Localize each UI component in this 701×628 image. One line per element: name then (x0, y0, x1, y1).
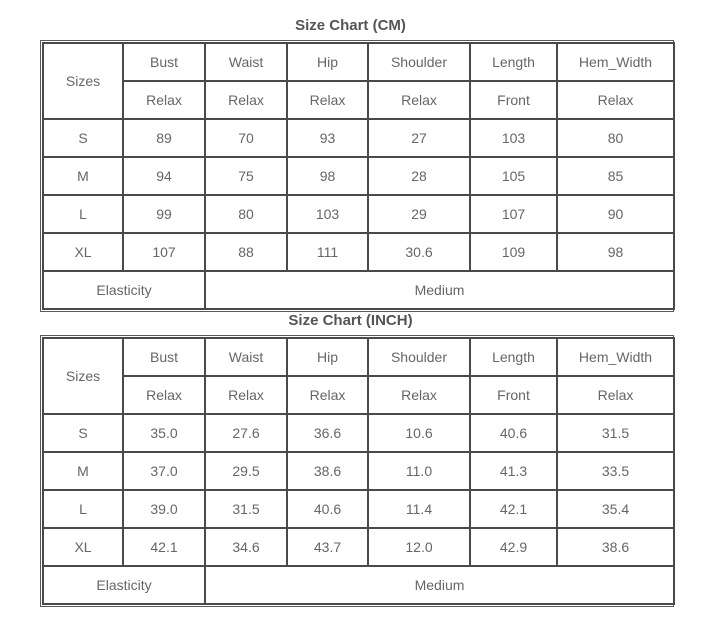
value-cell: 42.1 (470, 490, 557, 528)
value-cell: 99 (123, 195, 205, 233)
table-row (43, 195, 674, 233)
fit-header-cell: Relax (205, 376, 287, 414)
measurement-header-cell: Length (470, 338, 557, 376)
elasticity-value-cell: Medium (205, 566, 674, 604)
size-cell: XL (43, 233, 123, 271)
value-cell: 36.6 (287, 414, 368, 452)
measurement-header-cell: Waist (205, 43, 287, 81)
size-cell: M (43, 157, 123, 195)
value-cell: 27 (368, 119, 470, 157)
value-cell: 107 (470, 195, 557, 233)
measurement-header-cell: Hip (287, 338, 368, 376)
value-cell: 34.6 (205, 528, 287, 566)
fit-header-cell: Relax (287, 81, 368, 119)
size-cell: S (43, 414, 123, 452)
size-table (42, 337, 675, 605)
value-cell: 38.6 (557, 528, 674, 566)
value-cell: 85 (557, 157, 674, 195)
fit-header-cell: Relax (205, 81, 287, 119)
value-cell: 37.0 (123, 452, 205, 490)
elasticity-label-cell: Elasticity (43, 566, 205, 604)
value-cell: 90 (557, 195, 674, 233)
measurement-header-cell: Shoulder (368, 43, 470, 81)
fit-header-cell: Relax (287, 376, 368, 414)
measurement-header-cell: Shoulder (368, 338, 470, 376)
value-cell: 111 (287, 233, 368, 271)
measurement-header-cell: Bust (123, 43, 205, 81)
value-cell: 103 (470, 119, 557, 157)
value-cell: 42.9 (470, 528, 557, 566)
header-row-fit (43, 81, 674, 119)
value-cell: 75 (205, 157, 287, 195)
value-cell: 94 (123, 157, 205, 195)
fit-header-cell: Relax (368, 81, 470, 119)
fit-header-cell: Relax (368, 376, 470, 414)
value-cell: 93 (287, 119, 368, 157)
value-cell: 40.6 (470, 414, 557, 452)
measurement-header-cell: Length (470, 43, 557, 81)
table-row (43, 233, 674, 271)
elasticity-label-cell: Elasticity (43, 271, 205, 309)
value-cell: 105 (470, 157, 557, 195)
value-cell: 28 (368, 157, 470, 195)
value-cell: 88 (205, 233, 287, 271)
fit-header-cell: Relax (557, 81, 674, 119)
value-cell: 10.6 (368, 414, 470, 452)
value-cell: 30.6 (368, 233, 470, 271)
header-row-measurements (43, 338, 674, 376)
table-row (43, 414, 674, 452)
fit-header-cell: Front (470, 376, 557, 414)
value-cell: 35.4 (557, 490, 674, 528)
table-row (43, 528, 674, 566)
value-cell: 27.6 (205, 414, 287, 452)
value-cell: 103 (287, 195, 368, 233)
table-row (43, 157, 674, 195)
value-cell: 89 (123, 119, 205, 157)
size-chart-inch (40, 335, 674, 607)
value-cell: 31.5 (557, 414, 674, 452)
elasticity-row (43, 566, 674, 604)
value-cell: 11.4 (368, 490, 470, 528)
size-chart-cm (40, 40, 674, 312)
value-cell: 80 (557, 119, 674, 157)
value-cell: 70 (205, 119, 287, 157)
measurement-header-cell: Hem_Width (557, 338, 674, 376)
elasticity-row (43, 271, 674, 309)
value-cell: 98 (287, 157, 368, 195)
table-row (43, 119, 674, 157)
value-cell: 38.6 (287, 452, 368, 490)
value-cell: 39.0 (123, 490, 205, 528)
sizes-header-cell: Sizes (43, 43, 123, 119)
size-cell: S (43, 119, 123, 157)
size-cell: M (43, 452, 123, 490)
size-chart-inch-title: Size Chart (INCH) (288, 312, 413, 329)
value-cell: 41.3 (470, 452, 557, 490)
fit-header-cell: Relax (123, 81, 205, 119)
value-cell: 80 (205, 195, 287, 233)
measurement-header-cell: Hip (287, 43, 368, 81)
value-cell: 109 (470, 233, 557, 271)
value-cell: 43.7 (287, 528, 368, 566)
size-table (42, 42, 675, 310)
value-cell: 11.0 (368, 452, 470, 490)
table-row (43, 490, 674, 528)
value-cell: 29.5 (205, 452, 287, 490)
value-cell: 98 (557, 233, 674, 271)
size-cell: XL (43, 528, 123, 566)
value-cell: 31.5 (205, 490, 287, 528)
fit-header-cell: Front (470, 81, 557, 119)
value-cell: 40.6 (287, 490, 368, 528)
header-row-fit (43, 376, 674, 414)
value-cell: 42.1 (123, 528, 205, 566)
fit-header-cell: Relax (557, 376, 674, 414)
value-cell: 33.5 (557, 452, 674, 490)
value-cell: 35.0 (123, 414, 205, 452)
fit-header-cell: Relax (123, 376, 205, 414)
size-chart-cm-title: Size Chart (CM) (295, 17, 406, 34)
measurement-header-cell: Waist (205, 338, 287, 376)
sizes-header-cell: Sizes (43, 338, 123, 414)
value-cell: 107 (123, 233, 205, 271)
measurement-header-cell: Hem_Width (557, 43, 674, 81)
measurement-header-cell: Bust (123, 338, 205, 376)
elasticity-value-cell: Medium (205, 271, 674, 309)
header-row-measurements (43, 43, 674, 81)
value-cell: 29 (368, 195, 470, 233)
value-cell: 12.0 (368, 528, 470, 566)
table-row (43, 452, 674, 490)
size-cell: L (43, 490, 123, 528)
size-cell: L (43, 195, 123, 233)
